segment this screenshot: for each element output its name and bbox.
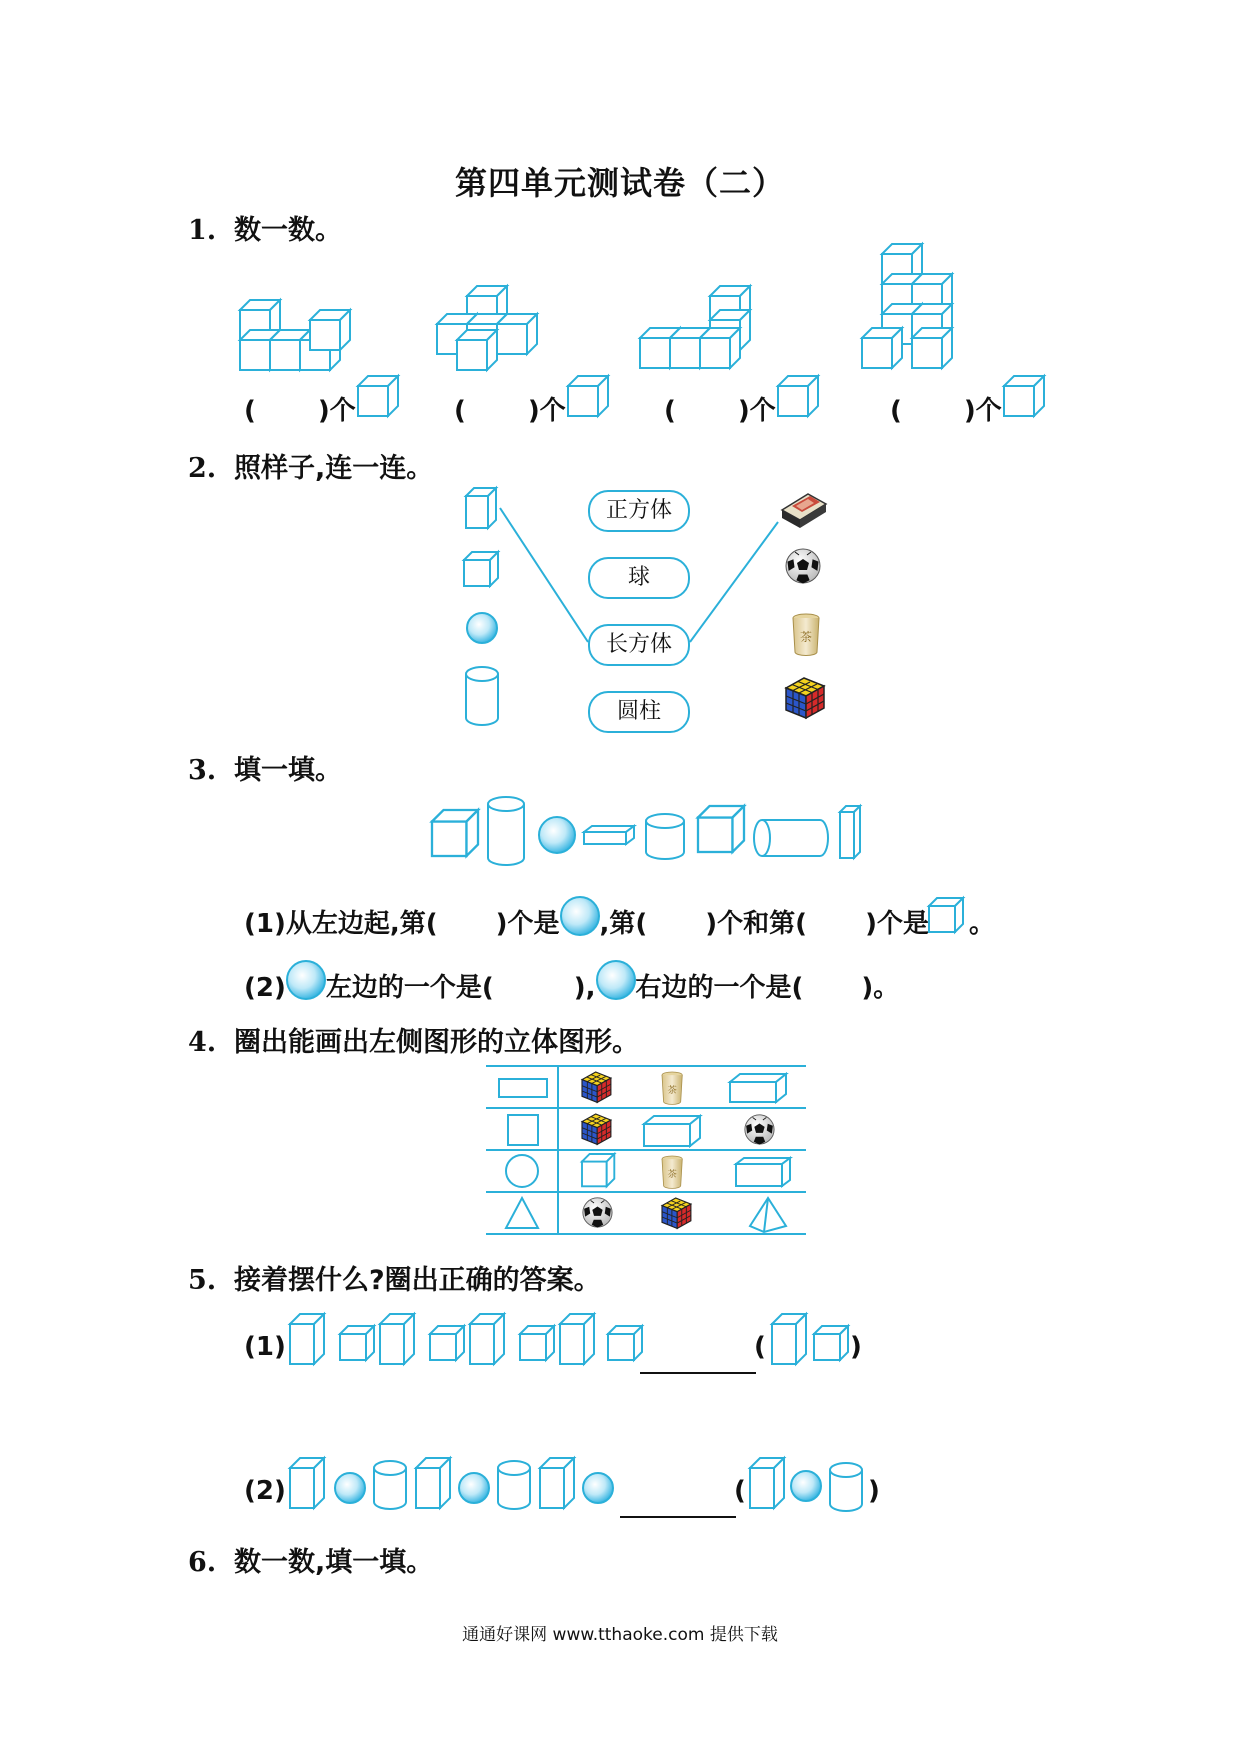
footer-credit: 通通好课网 www.tthaoke.com 提供下载 bbox=[462, 1625, 778, 1645]
q3-sentence-1: (1)从左边起,第( )个是 ,第( )个和第( )个是 。 bbox=[244, 898, 995, 940]
triangle-icon bbox=[506, 1198, 538, 1228]
question-text: 数一数,填一填。 bbox=[234, 1547, 434, 1578]
choice-open-paren: ( bbox=[754, 1332, 766, 1362]
cylinder-icon bbox=[466, 666, 500, 726]
cuboid-icon[interactable] bbox=[644, 1116, 700, 1146]
question-number: 6. bbox=[188, 1547, 217, 1578]
pyramid-icon[interactable] bbox=[750, 1198, 786, 1232]
question-text: 照样子,连一连。 bbox=[234, 453, 434, 484]
question-number: 1. bbox=[188, 215, 217, 246]
label-cube[interactable]: 正方体 bbox=[588, 490, 690, 532]
unit-cube-icon bbox=[778, 376, 822, 420]
count-answer-4: ( )个 bbox=[890, 396, 1002, 426]
q5-part-2-label: (2) bbox=[244, 1476, 286, 1506]
soccer-ball-icon[interactable] bbox=[785, 548, 825, 588]
question-5-heading bbox=[188, 1258, 601, 1297]
question-3-heading bbox=[188, 748, 342, 787]
rectangle-icon bbox=[499, 1079, 547, 1097]
tea-can-icon[interactable] bbox=[662, 1156, 682, 1188]
question-6-heading bbox=[188, 1540, 433, 1579]
rubiks-cube-icon[interactable] bbox=[582, 1114, 611, 1144]
unit-cube-icon bbox=[568, 376, 612, 420]
tall-cuboid-icon bbox=[466, 488, 500, 532]
sphere-icon[interactable] bbox=[790, 1470, 826, 1506]
unit-cube-icon bbox=[358, 376, 402, 420]
label-cylinder[interactable]: 圆柱 bbox=[588, 691, 690, 733]
question-text: 接着摆什么?圈出正确的答案。 bbox=[234, 1265, 601, 1296]
question-text: 圈出能画出左侧图形的立体图形。 bbox=[234, 1027, 639, 1058]
question-2-heading bbox=[188, 446, 433, 485]
pattern-sequence-1 bbox=[290, 1310, 650, 1370]
label-sphere[interactable]: 球 bbox=[588, 557, 690, 599]
shape-sequence bbox=[432, 796, 872, 868]
cube-icon bbox=[464, 552, 504, 592]
cube-stack-2-icon bbox=[437, 280, 547, 370]
shape-table bbox=[486, 1066, 806, 1236]
cube-stack-1-icon bbox=[240, 290, 360, 370]
question-text: 数一数。 bbox=[234, 215, 342, 246]
answer-blank[interactable] bbox=[640, 1372, 756, 1374]
cuboid-icon[interactable] bbox=[736, 1158, 790, 1186]
question-number: 2. bbox=[188, 453, 217, 484]
answer-blank[interactable] bbox=[620, 1516, 736, 1518]
cylinder-icon[interactable] bbox=[830, 1462, 866, 1516]
label-cuboid[interactable]: 长方体 bbox=[588, 624, 690, 666]
tea-can-icon[interactable] bbox=[793, 614, 823, 658]
rubiks-cube-icon[interactable] bbox=[582, 1072, 611, 1102]
pattern-sequence-2 bbox=[290, 1454, 630, 1514]
count-answer-2: ( )个 bbox=[454, 396, 566, 426]
cuboid-icon[interactable] bbox=[730, 1074, 786, 1102]
square-icon bbox=[508, 1115, 538, 1145]
question-4-heading bbox=[188, 1020, 639, 1059]
tea-can-icon[interactable] bbox=[662, 1072, 682, 1104]
cube-icon[interactable] bbox=[582, 1154, 614, 1186]
unit-cube-icon bbox=[1004, 376, 1048, 420]
count-answer-3: ( )个 bbox=[664, 396, 776, 426]
choice-close-paren: ) bbox=[850, 1332, 862, 1362]
question-number: 3. bbox=[188, 755, 217, 786]
sphere-icon bbox=[560, 900, 600, 940]
count-answer-1: ( )个 bbox=[244, 396, 356, 426]
choice-open-paren: ( bbox=[734, 1476, 746, 1506]
q5-part-1-label: (1) bbox=[244, 1332, 286, 1362]
q3-sentence-2: (2) 左边的一个是( ), 右边的一个是( )。 bbox=[244, 964, 899, 1004]
soccer-ball-icon[interactable] bbox=[745, 1115, 774, 1144]
tall-cuboid-icon[interactable] bbox=[750, 1458, 794, 1516]
sphere-icon bbox=[466, 612, 500, 646]
soccer-ball-icon[interactable] bbox=[583, 1198, 612, 1227]
sphere-icon bbox=[596, 964, 636, 1004]
choice-close-paren: ) bbox=[868, 1476, 880, 1506]
cube-stack-3-icon bbox=[640, 280, 770, 370]
sphere-icon bbox=[286, 964, 326, 1004]
question-number: 5. bbox=[188, 1265, 217, 1296]
page-title: 第四单元测试卷（二） bbox=[454, 164, 785, 202]
question-1-heading bbox=[188, 208, 342, 247]
cube-stack-4-icon bbox=[862, 244, 982, 374]
question-text: 填一填。 bbox=[234, 755, 342, 786]
rubiks-cube-icon[interactable] bbox=[786, 678, 828, 722]
cube-icon[interactable] bbox=[814, 1326, 854, 1366]
circle-icon bbox=[506, 1155, 538, 1187]
cube-icon bbox=[929, 898, 969, 938]
question-number: 4. bbox=[188, 1027, 217, 1058]
rubiks-cube-icon[interactable] bbox=[662, 1198, 691, 1228]
matchbox-icon[interactable] bbox=[782, 492, 832, 534]
